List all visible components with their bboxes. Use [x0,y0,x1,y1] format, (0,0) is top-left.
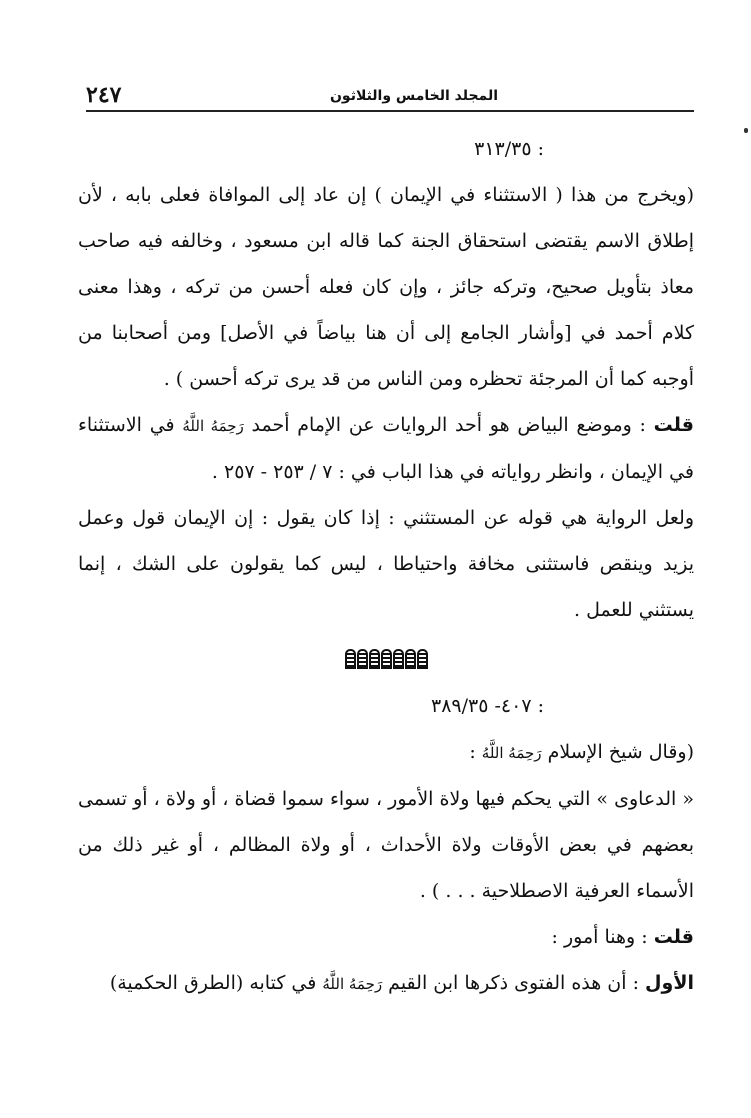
intro-line-2 [78,729,694,776]
reference-citation-2: : ٤٠٧- ٣٨٩/٣٥ [431,695,544,717]
first-point-lead: الأول [645,972,694,994]
ornament-icon [417,649,428,669]
ornament-icon [345,649,356,669]
section-divider [78,633,694,683]
honorific-2: رَحِمَهُ اللَّهُ [481,744,542,762]
quoted-paragraph-2: « الدعاوى » التي يحكم فيها ولاة الأمور ، سواء سموا قضاة ، أو ولاة ، أو تسمى بعضهم في بعض الأوقات ولاة الأحداث ، أو ولاة المظالم ، أو غير ذلك من الأسماء العرفية الاصطلاحية . . . ) . [78,788,694,902]
note-lead-2: قلت [653,926,694,948]
ornament-icon [369,649,380,669]
note-paragraph-1 [78,402,694,495]
first-point-text-b: في كتابه (الطرق الحكمية) [109,972,317,994]
first-point-text-a: : أن هذه الفتوى ذكرها ابن القيم [388,972,639,994]
quoted-paragraph-1: (ويخرج من هذا ( الاستثناء في الإيمان ) إن عاد إلى الموافاة فعلى بابه ، لأن إطلاق الاسم يقتضى استحقاق الجنة كما قاله ابن مسعود ، وخالفه فيه صاحب معاذ بتأويل صحيح، وتركه جائز ، وإن كان فعله أحسن من تركه ، وهذا معنى كلام أحمد في [وأشار الجامع إلى أن هنا بياضاً في الأصل] ومن أصحابنا من أوجبه كما أن المرجئة تحظره ومن الناس من قد يرى تركه أحسن ) . [78,184,694,390]
honorific-1: رَحِمَهُ اللَّهُ [182,417,244,435]
page-number: ٢٤٧ [86,82,122,108]
note-text-1a: : وموضع البياض هو أحد الروايات عن الإمام أحمد [251,414,646,436]
intro-text: (وقال شيخ الإسلام [547,741,694,763]
intro-colon: : [469,741,476,763]
ornament-icon [357,649,368,669]
header-divider [86,110,694,112]
ornament-icon [393,649,404,669]
page-body [78,126,694,1007]
margin-mark [744,128,748,133]
page-header [86,82,698,112]
volume-title: المجلد الخامس والثلاثون [329,88,498,104]
paragraph-3: ولعل الرواية هي قوله عن المستثني : إذا كان يقول : إن الإيمان قول وعمل يزيد وينقص فاستثنى مخافة واحتياطا ، ليس كما يقولون على الشك ، إنما يستثني للعمل . [78,507,694,621]
first-point-paragraph [78,960,694,1007]
ornament-icon [405,649,416,669]
note-text-2: : وهنا أمور : [551,926,648,948]
note-lead-1: قلت [653,414,694,436]
note-text-1b: في الاستثناء في الإيمان ، وانظر رواياته في هذا الباب في : ٧ / ٢٥٣ - ٢٥٧ . [78,414,694,483]
ornament-icon [381,649,392,669]
honorific-3: رَحِمَهُ اللَّهُ [322,975,383,993]
note-paragraph-2 [78,914,694,960]
reference-citation-1: : ٣١٣/٣٥ [474,138,544,160]
